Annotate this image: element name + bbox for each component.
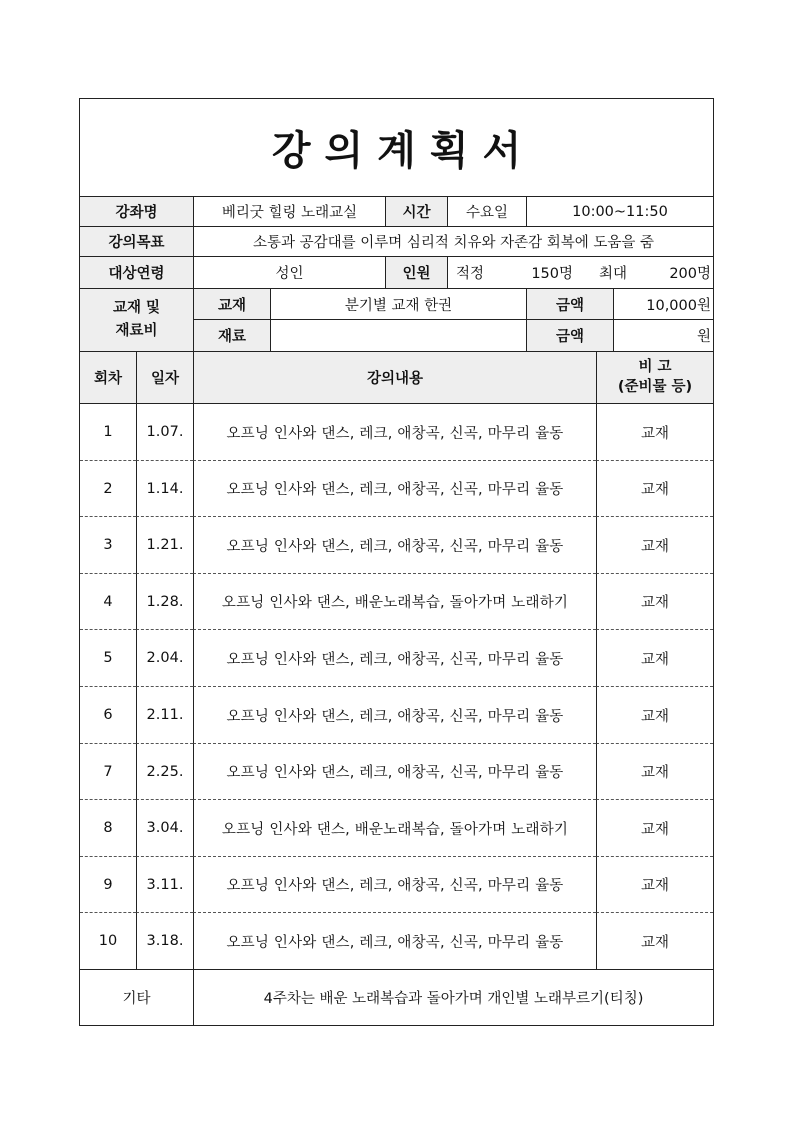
- time-value: 10:00~11:50: [526, 197, 713, 227]
- title-box: [80, 99, 713, 197]
- row-date: 2.04.: [136, 630, 193, 687]
- course-label: 강좌명: [80, 197, 193, 227]
- proper-count: [447, 257, 581, 289]
- row-no: 1: [80, 404, 136, 461]
- row-no: 2: [80, 461, 136, 517]
- row-content: 오프닝 인사와 댄스, 레크, 애창곡, 신곡, 마무리 율동: [193, 687, 596, 744]
- row-note: 교재: [596, 630, 713, 687]
- row-date: 1.07.: [136, 404, 193, 461]
- col-note: [596, 352, 713, 404]
- row-content: 오프닝 인사와 댄스, 레크, 애창곡, 신곡, 마무리 율동: [193, 461, 596, 517]
- textbook-label: 교재: [193, 289, 270, 320]
- amount-value-2: 원: [613, 320, 713, 352]
- row-content: 오프닝 인사와 댄스, 레크, 애창곡, 신곡, 마무리 율동: [193, 404, 596, 461]
- etc-label: 기타: [122, 991, 151, 1007]
- row-content: 오프닝 인사와 댄스, 레크, 애창곡, 신곡, 마무리 율동: [193, 857, 596, 913]
- amount-label-1: 금액: [526, 289, 613, 320]
- goal-value: 소통과 공감대를 이루며 심리적 치유와 자존감 회복에 도움을 줌: [193, 227, 713, 257]
- row-no: 10: [80, 913, 136, 970]
- row-no: 5: [80, 630, 136, 687]
- row-no: 8: [80, 800, 136, 857]
- row-date: 1.14.: [136, 461, 193, 517]
- row-no: 7: [80, 744, 136, 800]
- row-no: 6: [80, 687, 136, 744]
- fee-label-line2: 재료비: [115, 323, 158, 339]
- fee-label: [80, 289, 193, 352]
- col-session: 회차: [80, 352, 136, 404]
- time-label: 시간: [385, 197, 447, 227]
- max-value: 200명: [669, 266, 711, 282]
- proper-value: 150명: [531, 266, 573, 282]
- row-note: 교재: [596, 744, 713, 800]
- row-date: 1.21.: [136, 517, 193, 574]
- row-date: 3.18.: [136, 913, 193, 970]
- row-date: 1.28.: [136, 574, 193, 630]
- col-content: 강의내용: [193, 352, 596, 404]
- course-value: 베리굿 힐링 노래교실: [193, 197, 385, 227]
- row-note: 교재: [596, 800, 713, 857]
- row-content: 오프닝 인사와 댄스, 레크, 애창곡, 신곡, 마무리 율동: [193, 517, 596, 574]
- max-count: [581, 257, 713, 289]
- etc-value: 4주차는 배운 노래복습과 돌아가며 개인별 노래부르기(티칭): [193, 970, 713, 1025]
- lecture-plan-document: [79, 98, 714, 1026]
- row-content: 오프닝 인사와 댄스, 레크, 애창곡, 신곡, 마무리 율동: [193, 630, 596, 687]
- row-note: 교재: [596, 913, 713, 970]
- row-note: 교재: [596, 404, 713, 461]
- people-label: 인원: [385, 257, 447, 289]
- row-date: 3.04.: [136, 800, 193, 857]
- row-date: 2.25.: [136, 744, 193, 800]
- proper-label: 적정: [456, 266, 485, 282]
- col-note-line1: 비 고: [638, 358, 672, 375]
- row-no: 3: [80, 517, 136, 574]
- row-date: 3.11.: [136, 857, 193, 913]
- amount-label-2: 금액: [526, 320, 613, 352]
- col-note-line2: (준비물 등): [617, 378, 693, 395]
- page-title: 강의계획서: [271, 128, 536, 174]
- row-no: 9: [80, 857, 136, 913]
- row-content: 오프닝 인사와 댄스, 배운노래복습, 돌아가며 노래하기: [193, 800, 596, 857]
- material-value: [270, 320, 526, 352]
- row-note: 교재: [596, 461, 713, 517]
- row-content: 오프닝 인사와 댄스, 레크, 애창곡, 신곡, 마무리 율동: [193, 913, 596, 970]
- row-note: 교재: [596, 574, 713, 630]
- row-content: 오프닝 인사와 댄스, 레크, 애창곡, 신곡, 마무리 율동: [193, 744, 596, 800]
- textbook-value: 분기별 교재 한권: [270, 289, 526, 320]
- material-label: 재료: [193, 320, 270, 352]
- row-note: 교재: [596, 857, 713, 913]
- col-date: 일자: [136, 352, 193, 404]
- amount-value-1: 10,000원: [613, 289, 713, 320]
- age-label: 대상연령: [80, 257, 193, 289]
- goal-label: 강의목표: [80, 227, 193, 257]
- age-value: 성인: [193, 257, 385, 289]
- day-value: 수요일: [447, 197, 526, 227]
- row-note: 교재: [596, 687, 713, 744]
- row-no: 4: [80, 574, 136, 630]
- fee-label-line1: 교재 및: [112, 299, 161, 316]
- row-content: 오프닝 인사와 댄스, 배운노래복습, 돌아가며 노래하기: [193, 574, 596, 630]
- row-date: 2.11.: [136, 687, 193, 744]
- max-label: 최대: [599, 266, 628, 282]
- row-note: 교재: [596, 517, 713, 574]
